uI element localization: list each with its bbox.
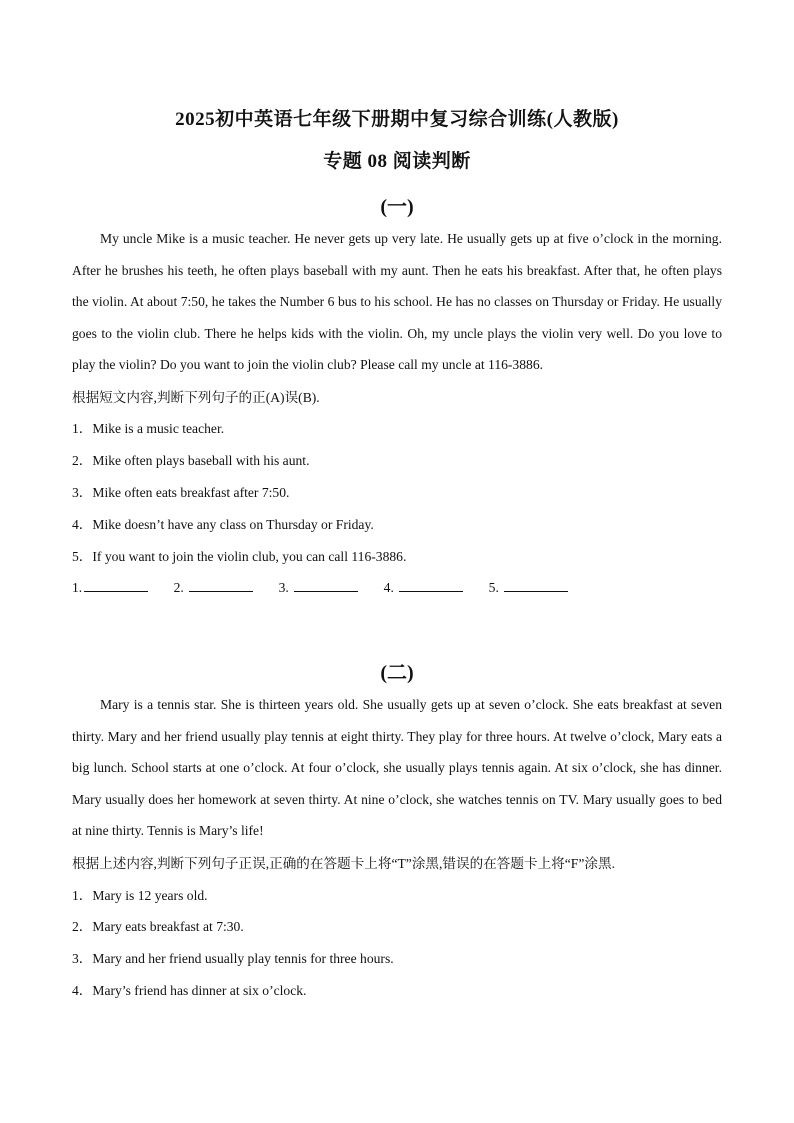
question-2-3: 3．Mary and her friend usually play tennis for three hours. bbox=[72, 951, 394, 966]
instruction-1: 根据短文内容,判断下列句子的正(A)误(B). bbox=[72, 390, 320, 405]
answer-blank-5[interactable]: 5. bbox=[489, 578, 569, 598]
question-1-3: 3．Mike often eats breakfast after 7:50. bbox=[72, 485, 290, 500]
page-title: 2025初中英语七年级下册期中复习综合训练(人教版) bbox=[175, 109, 619, 130]
instruction-2: 根据上述内容,判断下列句子正误,正确的在答题卡上将“T”涂黑,错误的在答题卡上将“F”涂黑. bbox=[72, 856, 615, 871]
question-2-1: 1．Mary is 12 years old. bbox=[72, 888, 208, 903]
question-1-2: 2．Mike often plays baseball with his aunt. bbox=[72, 453, 310, 468]
question-2-4: 4．Mary’s friend has dinner at six o’clock. bbox=[72, 983, 307, 998]
answer-blank-1[interactable]: 1. bbox=[72, 578, 148, 598]
section-heading-1: (一) bbox=[380, 196, 414, 218]
answer-blank-3[interactable]: 3. bbox=[279, 578, 359, 598]
page-subtitle: 专题 08 阅读判断 bbox=[323, 151, 471, 172]
answer-blank-2[interactable]: 2. bbox=[174, 578, 254, 598]
question-2-2: 2．Mary eats breakfast at 7:30. bbox=[72, 919, 244, 934]
question-1-4: 4．Mike doesn’t have any class on Thursday or Friday. bbox=[72, 517, 374, 532]
question-1-1: 1．Mike is a music teacher. bbox=[72, 421, 225, 436]
answer-blank-4[interactable]: 4. bbox=[384, 578, 464, 598]
question-1-5: 5．If you want to join the violin club, you can call 116-3886. bbox=[72, 549, 407, 564]
passage-2: Mary is a tennis star. She is thirteen years old. She usually gets up at seven o’clock. She eats breakfast at seven thirty. Mary and her friend usually play tennis at eight thirty. They play for three hours. At twelve o’clock, Mary eats a big lunch. School starts at one o’clock. At four o’clock, she usually plays tennis again. At six o’clock, she has dinner. Mary usually does her homework at seven thirty. At nine o’clock, she watches tennis on TV. Mary usually goes to bed at nine thirty. Tennis is Mary’s life! bbox=[72, 697, 722, 839]
answer-blanks bbox=[72, 578, 590, 598]
passage-1: My uncle Mike is a music teacher. He never gets up very late. He usually gets up at five o’clock in the morning. After he brushes his teeth, he often plays baseball with my aunt. Then he eats his breakfast. After that, he often plays the violin. At about 7:50, he takes the Number 6 bus to his school. He has no classes on Thursday or Friday. He usually goes to the violin club. There he helps kids with the violin. Oh, my uncle plays the violin very well. Do you love to play the violin? Do you want to join the violin club? Please call my uncle at 116-3886. bbox=[72, 231, 722, 373]
section-heading-2: (二) bbox=[380, 662, 414, 684]
